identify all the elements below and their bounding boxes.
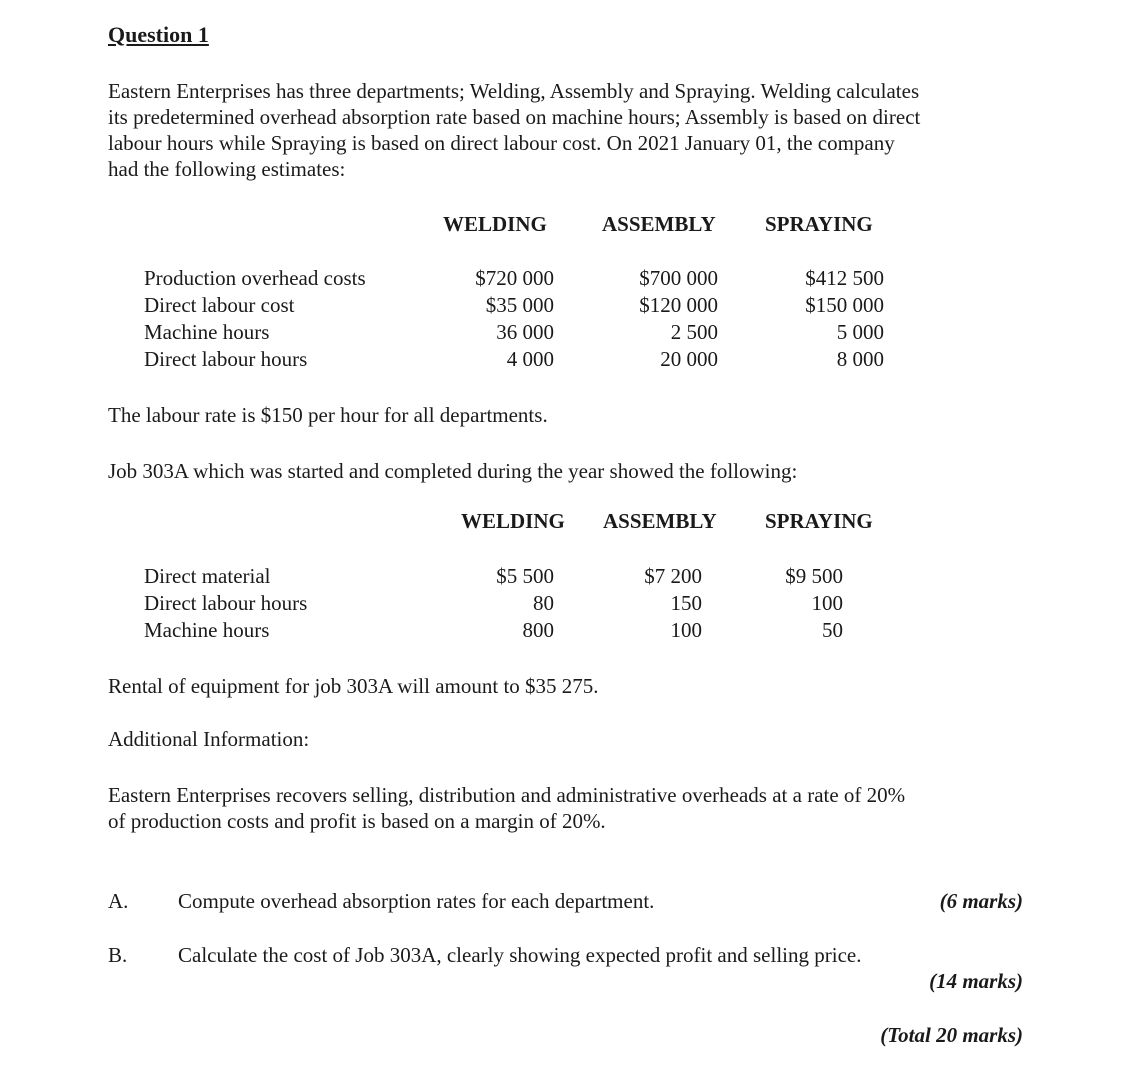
estimates-cell: $150 000: [805, 293, 884, 317]
estimates-cell: 36 000: [496, 320, 554, 344]
job-row-label: Machine hours: [144, 618, 270, 642]
estimates-cell: 4 000: [506, 347, 554, 371]
additional-line: of production costs and profit is based on a margin of 20%.: [108, 809, 606, 833]
additional-paragraph: [108, 782, 1038, 834]
estimates-cell: $35 000: [485, 293, 554, 317]
job-cell: $5 500: [496, 564, 554, 588]
labour-rate-text: The labour rate is $150 per hour for all departments.: [108, 403, 548, 427]
estimates-cell: 20 000: [660, 347, 718, 371]
job-cell: $9 500: [785, 564, 843, 588]
job-cell: 150: [670, 591, 702, 615]
job-header-welding: WELDING: [461, 509, 565, 533]
task-letter: B.: [108, 943, 128, 967]
intro-line: Eastern Enterprises has three departments; Welding, Assembly and Spraying. Welding calculates: [108, 79, 920, 103]
job-header-assembly: ASSEMBLY: [603, 509, 717, 533]
estimates-cell: $120 000: [639, 293, 718, 317]
estimates-row-label: Machine hours: [144, 320, 270, 344]
task-marks: (14 marks): [929, 969, 1023, 993]
rental-text: Rental of equipment for job 303A will amount to $35 275.: [108, 674, 599, 698]
estimates-cell: $700 000: [639, 266, 718, 290]
intro-line: its predetermined overhead absorption rate based on machine hours; Assembly is based on direct: [108, 105, 921, 129]
question-heading: Question 1: [108, 22, 209, 47]
estimates-header-assembly: ASSEMBLY: [602, 212, 716, 236]
job-intro-text: Job 303A which was started and completed during the year showed the following:: [108, 459, 798, 483]
estimates-cell: 8 000: [836, 347, 884, 371]
task-letter: A.: [108, 889, 129, 913]
job-cell: 800: [522, 618, 554, 642]
additional-line: Eastern Enterprises recovers selling, distribution and administrative overheads at a rate of 20%: [108, 783, 906, 807]
task-marks: (6 marks): [939, 889, 1023, 913]
total-marks: (Total 20 marks): [880, 1023, 1023, 1047]
estimates-row-label: Production overhead costs: [144, 266, 366, 290]
task-text: Calculate the cost of Job 303A, clearly showing expected profit and selling price.: [178, 943, 862, 967]
job-header-spraying: SPRAYING: [765, 509, 873, 533]
intro-line: had the following estimates:: [108, 157, 346, 181]
estimates-row-label: Direct labour hours: [144, 347, 308, 371]
job-cell: 100: [670, 618, 702, 642]
task-text: Compute overhead absorption rates for each department.: [178, 889, 655, 913]
estimates-cell: 2 500: [670, 320, 718, 344]
estimates-cell: $720 000: [475, 266, 554, 290]
estimates-header-welding: WELDING: [443, 212, 547, 236]
job-cell: $7 200: [644, 564, 702, 588]
job-cell: 100: [811, 591, 843, 615]
intro-line: labour hours while Spraying is based on direct labour cost. On 2021 January 01, the company: [108, 131, 895, 155]
additional-heading: Additional Information:: [108, 727, 310, 751]
estimates-row-label: Direct labour cost: [144, 293, 295, 317]
estimates-cell: 5 000: [836, 320, 884, 344]
job-row-label: Direct labour hours: [144, 591, 308, 615]
job-row-label: Direct material: [144, 564, 271, 588]
estimates-cell: $412 500: [805, 266, 884, 290]
job-cell: 80: [533, 591, 554, 615]
job-cell: 50: [822, 618, 843, 642]
estimates-header-spraying: SPRAYING: [765, 212, 873, 236]
intro-paragraph: [108, 78, 1038, 182]
